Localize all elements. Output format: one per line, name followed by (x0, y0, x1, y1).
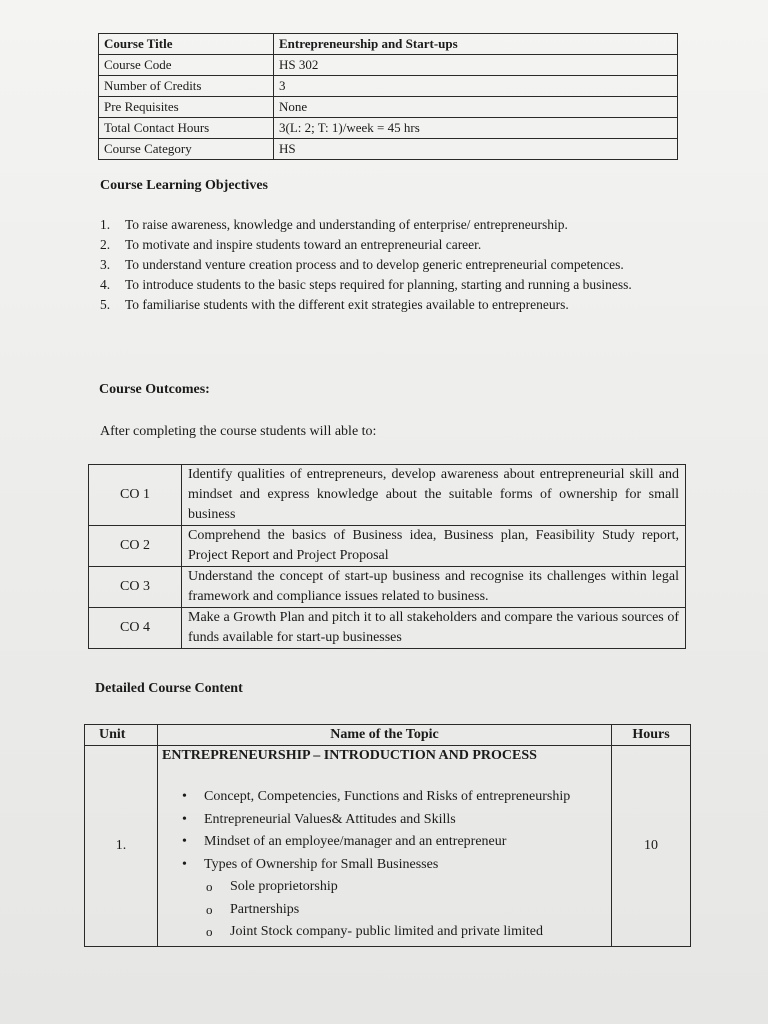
objective-text: To familiarise students with the different exit strategies available to entrepreneurs. (125, 297, 569, 312)
list-item (100, 255, 674, 275)
list-item (100, 215, 674, 235)
list-item (100, 295, 674, 315)
topic-cell (158, 746, 612, 947)
table-row (89, 526, 686, 567)
subtopic-list (162, 876, 607, 944)
list-item (100, 275, 674, 295)
subtopic-text: Partnerships (230, 901, 300, 917)
bullet-icon: • (182, 811, 187, 827)
prerequisites-label: Pre Requisites (99, 97, 274, 118)
prerequisites-value: None (274, 97, 678, 118)
list-number: 3. (100, 257, 111, 272)
outcome-description: Make a Growth Plan and pitch it to all stakeholders and compare the various sources of funds available for start-up businesses (182, 608, 686, 649)
table-row (99, 139, 678, 160)
list-number: 5. (100, 297, 111, 312)
outcome-code: CO 1 (89, 465, 182, 526)
hours-column-header: Hours (612, 725, 691, 746)
outcome-code: CO 4 (89, 608, 182, 649)
contact-hours-label: Total Contact Hours (99, 118, 274, 139)
outcome-description: Comprehend the basics of Business idea, Business plan, Feasibility Study report, Project Report and Project Proposal (182, 526, 686, 567)
objective-text: To introduce students to the basic steps required for planning, starting and running a business. (125, 277, 632, 292)
table-row (99, 76, 678, 97)
subtopic-text: Joint Stock company- public limited and private limited (230, 924, 543, 939)
table-row (99, 34, 678, 55)
bullet-icon: • (182, 834, 187, 849)
unit-number: 1. (85, 746, 158, 947)
objectives-list (100, 215, 674, 315)
topic-text: Entrepreneurial Values& Attitudes and Skills (204, 811, 456, 827)
contact-hours-value: 3(L: 2; T: 1)/week = 45 hrs (274, 118, 678, 139)
outcome-description: Understand the concept of start-up business and recognise its challenges within legal framework and compliance issues related to business. (182, 567, 686, 608)
outcome-description: Identify qualities of entrepreneurs, develop awareness about entrepreneurial skill and mindset and express knowledge about the suitable forms of ownership for small business (182, 465, 686, 526)
credits-value: 3 (274, 76, 678, 97)
table-row (89, 567, 686, 608)
list-number: 4. (100, 277, 111, 292)
topic-text: Types of Ownership for Small Businesses (204, 856, 439, 872)
list-number: 2. (100, 237, 111, 252)
table-row (85, 746, 691, 947)
table-row (89, 608, 686, 649)
course-code-value: HS 302 (274, 55, 678, 76)
outcomes-intro: After completing the course students will able to: (100, 424, 377, 439)
list-item (100, 235, 674, 255)
list-item (162, 831, 607, 854)
list-item (162, 786, 607, 809)
table-row (99, 118, 678, 139)
list-item (162, 876, 607, 899)
outcomes-heading: Course Outcomes: (99, 382, 210, 397)
outcome-code: CO 3 (89, 567, 182, 608)
table-header-row (85, 725, 691, 746)
bullet-icon: • (182, 789, 187, 804)
objective-text: To understand venture creation process and to develop generic entrepreneurial competences. (125, 257, 624, 272)
hours-value: 10 (612, 746, 691, 947)
unit-column-header: Unit (85, 725, 158, 746)
bullet-icon: • (182, 856, 187, 872)
list-number: 1. (100, 217, 111, 232)
subtopic-text: Sole proprietorship (230, 879, 338, 894)
list-item (162, 921, 607, 944)
list-item (162, 899, 607, 922)
circle-bullet-icon: o (206, 924, 213, 939)
circle-bullet-icon: o (206, 901, 213, 917)
outcomes-table (88, 464, 686, 649)
table-row (99, 55, 678, 76)
course-category-label: Course Category (99, 139, 274, 160)
course-content-table (84, 724, 691, 947)
content-heading: Detailed Course Content (95, 681, 243, 696)
list-item (162, 809, 607, 832)
objective-text: To raise awareness, knowledge and understanding of enterprise/ entrepreneurship. (125, 217, 568, 232)
list-item (162, 854, 607, 877)
objective-text: To motivate and inspire students toward an entrepreneurial career. (125, 237, 482, 252)
table-row (99, 97, 678, 118)
table-row (89, 465, 686, 526)
topic-text: Mindset of an employee/manager and an entrepreneur (204, 834, 507, 849)
topic-list (162, 786, 607, 876)
course-info-table (98, 33, 678, 160)
objectives-heading: Course Learning Objectives (100, 178, 268, 193)
course-title-value: Entrepreneurship and Start-ups (274, 34, 678, 55)
course-category-value: HS (274, 139, 678, 160)
section-title: ENTREPRENEURSHIP – INTRODUCTION AND PROCESS (162, 748, 537, 763)
course-title-label: Course Title (99, 34, 274, 55)
topic-column-header: Name of the Topic (158, 725, 612, 746)
course-code-label: Course Code (99, 55, 274, 76)
topic-text: Concept, Competencies, Functions and Risks of entrepreneurship (204, 789, 571, 804)
outcome-code: CO 2 (89, 526, 182, 567)
circle-bullet-icon: o (206, 879, 213, 894)
credits-label: Number of Credits (99, 76, 274, 97)
